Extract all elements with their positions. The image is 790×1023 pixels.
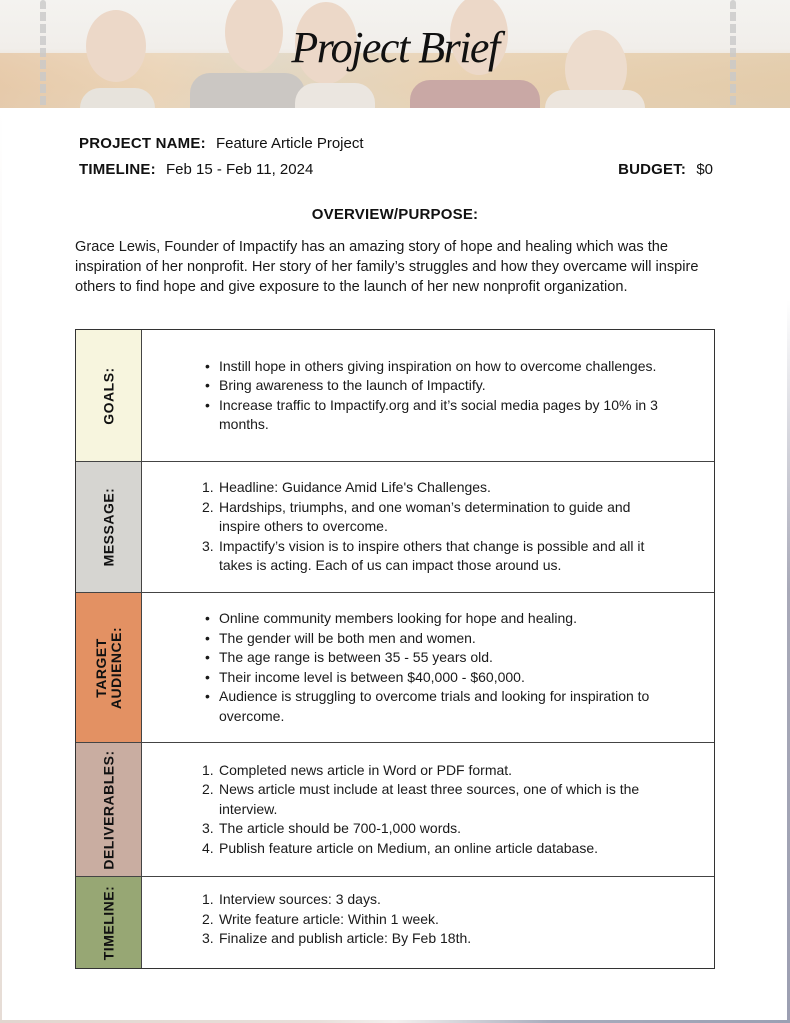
list-item: • Increase traffic to Impactify.org and it’s social media pages by 10% in 3 months. xyxy=(202,396,662,435)
timeline-row xyxy=(76,876,714,968)
timeline-label: TIMELINE: xyxy=(79,161,156,178)
list-item: • Online community members looking for hope and healing. xyxy=(202,609,662,629)
deliverables-label: DELIVERABLES: xyxy=(100,749,116,870)
timeline-list xyxy=(202,890,672,949)
timeline-side-cell xyxy=(76,877,142,968)
message-side-cell xyxy=(76,462,142,592)
goals-list xyxy=(202,357,662,435)
deliverables-side-cell xyxy=(76,743,142,876)
list-item: 2. Write feature article: Within 1 week. xyxy=(202,910,439,927)
person-4-shirt xyxy=(410,80,540,108)
list-item: 1. Interview sources: 3 days. xyxy=(202,891,381,907)
list-item: 2. Hardships, triumphs, and one woman’s determination to guide and inspire others to overcome. xyxy=(202,498,631,535)
goals-side-cell xyxy=(76,330,142,461)
person-1-shirt xyxy=(80,88,155,108)
target-audience-label: TARGET AUDIENCE: xyxy=(92,626,124,709)
list-item: 4. Publish feature article on Medium, an online article database. xyxy=(202,839,598,856)
deliverables-content xyxy=(142,743,714,876)
budget-line xyxy=(618,161,713,178)
person-2-shirt xyxy=(190,73,305,108)
list-item: • Instill hope in others giving inspiration on how to overcome challenges. xyxy=(202,357,662,377)
budget-label: BUDGET: xyxy=(618,161,687,178)
message-list xyxy=(202,478,672,576)
list-item: 1. Completed news article in Word or PDF format. xyxy=(202,761,513,778)
list-item: • The gender will be both men and women. xyxy=(202,629,662,649)
goals-label: GOALS: xyxy=(100,366,116,425)
page-title: Project Brief xyxy=(291,23,499,72)
project-name-value: Feature Article Project xyxy=(215,135,364,152)
timeline-section-label: TIMELINE: xyxy=(100,885,116,960)
list-item: 3. The article should be 700-1,000 words. xyxy=(202,820,462,837)
list-item: • The age range is between 35 - 55 years old. xyxy=(202,648,662,668)
timeline-content xyxy=(142,877,714,968)
list-item: 3. Impactify’s vision is to inspire others that change is possible and all it takes is acting. Each of us can impact those around us. xyxy=(202,537,645,574)
person-5-shirt xyxy=(545,90,645,108)
project-name-line xyxy=(79,135,364,152)
list-item: • Bring awareness to the launch of Impactify. xyxy=(202,376,662,396)
list-item: 2. News article must include at least three sources, one of which is the interview. xyxy=(202,781,640,817)
list-item: • Audience is struggling to overcome trials and looking for inspiration to overcome. xyxy=(202,687,662,726)
budget-value: $0 xyxy=(696,161,713,178)
deliverables-list xyxy=(202,761,672,859)
message-content xyxy=(142,462,714,592)
deliverables-row xyxy=(76,742,714,876)
list-item: 3. Finalize and publish article: By Feb 18th. xyxy=(202,930,472,946)
list-item: • Their income level is between $40,000 - $60,000. xyxy=(202,668,662,688)
timeline-value: Feb 15 - Feb 11, 2024 xyxy=(165,161,314,178)
target-audience-side-cell xyxy=(76,593,142,742)
goals-row xyxy=(76,330,714,461)
message-label: MESSAGE: xyxy=(100,487,116,567)
overview-heading: OVERVIEW/PURPOSE: xyxy=(311,206,479,223)
timeline-line xyxy=(79,161,313,178)
page-edge-left xyxy=(0,110,2,1023)
target-audience-list xyxy=(202,609,662,726)
header-banner xyxy=(0,0,790,108)
person-3-shirt xyxy=(295,83,375,108)
message-row xyxy=(76,461,714,592)
goals-content xyxy=(142,330,714,461)
brief-table xyxy=(75,329,715,969)
project-name-label: PROJECT NAME: xyxy=(79,135,206,152)
list-item: 1. Headline: Guidance Amid Life's Challenges. xyxy=(202,479,491,496)
target-audience-row xyxy=(76,592,714,742)
overview-text: Grace Lewis, Founder of Impactify has an amazing story of hope and healing which was the inspiration of her nonprofit. Her story of her family’s struggles and how they overcame will inspire others to find hope and give exposure to the launch of her new nonprofit organization. xyxy=(75,239,699,295)
target-audience-content xyxy=(142,593,714,742)
